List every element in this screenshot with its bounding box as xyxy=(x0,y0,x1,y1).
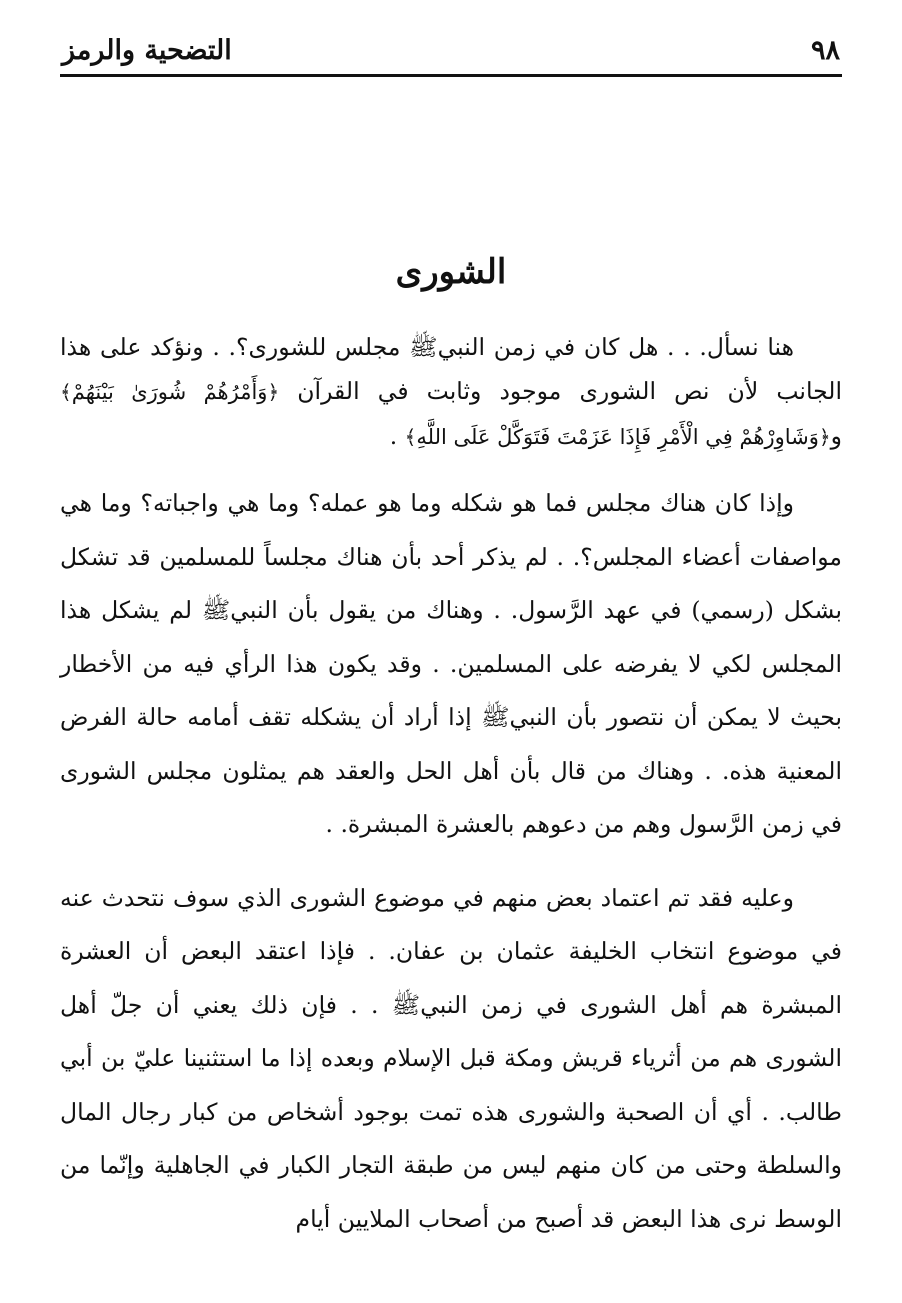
ornate-bracket-close-icon: ﴾ xyxy=(60,380,72,404)
paragraph-2: وإذا كان هناك مجلس فما هو شكله وما هو عمله؟ وما هي واجباته؟ وما هي مواصفات أعضاء المجلس؟. . لم يذكر أحد بأن هناك مجلساً للمسلمين قد تشكل بشكل (رسمي) في عهد الرَّسول. . وهناك من يقول بأن النبيﷺ لم يشكل هذا المجلس لكي لا يفرضه على المسلمين. . وقد يكون هذا الرأي فيه من الأخطار بحيث لا يمكن أن نتصور بأن النبيﷺ إذا أراد أن يشكله تقف أمامه حالة الفرض المعنية هذه. . وهناك من قال بأن أهل الحل والعقد هم يمثلون مجلس الشورى في زمن الرَّسول وهم من دعوهم بالعشرة المبشرة. . xyxy=(60,489,842,838)
chapter-title: الشورى xyxy=(395,252,507,292)
ornate-bracket-close-icon: ﴾ xyxy=(404,425,417,449)
page-number: ٩٨ xyxy=(810,34,840,66)
paragraph-1-text: هنا نسأل. . . هل كان في زمن النبيﷺ مجلس للشورى؟. . ونؤكد على هذا الجانب لأن نص الشورى موجود وثابت في القرآن xyxy=(60,333,842,405)
header-divider xyxy=(60,74,842,77)
paragraph-1-connector: و xyxy=(830,422,842,450)
ornate-bracket-open-icon: ﴿ xyxy=(818,425,831,449)
paragraph-3: وعليه فقد تم اعتماد بعض منهم في موضوع الشورى الذي سوف نتحدث عنه في موضوع انتخاب الخليفة عثمان بن عفان. . فإذا اعتقد البعض أن العشرة المبشرة هم أهل الشورى في زمن النبيﷺ . . فإن ذلك يعني أن جلّ أهل الشورى هم من أثرياء قريش ومكة قبل الإسلام وبعده إذا ما استثنينا عليّ بن أبي طالب. . أي أن الصحبة والشورى هذه تمت بوجود أشخاص من كبار رجال المال والسلطة وحتى من كان منهم ليس من طبقة التجار الكبار في الجاهلية وإنّما من الوسط نرى هذا البعض قد أصبح من أصحاب الملايين أيام xyxy=(60,883,842,1233)
page-header xyxy=(62,28,840,72)
paragraph-1 xyxy=(60,325,842,459)
paragraph-1-end: . xyxy=(389,422,405,450)
quran-verse-2: وَشَاوِرْهُمْ فِي الْأَمْرِ فَإِذَا عَزَمْتَ فَتَوَكَّلْ عَلَى اللَّهِ xyxy=(416,425,819,449)
quran-verse-1: وَأَمْرُهُمْ شُورَىٰ بَيْنَهُمْ xyxy=(71,380,268,404)
running-title: التضحية والرمز xyxy=(62,34,232,66)
body-text xyxy=(60,325,842,1266)
ornate-bracket-open-icon: ﴿ xyxy=(267,380,280,404)
